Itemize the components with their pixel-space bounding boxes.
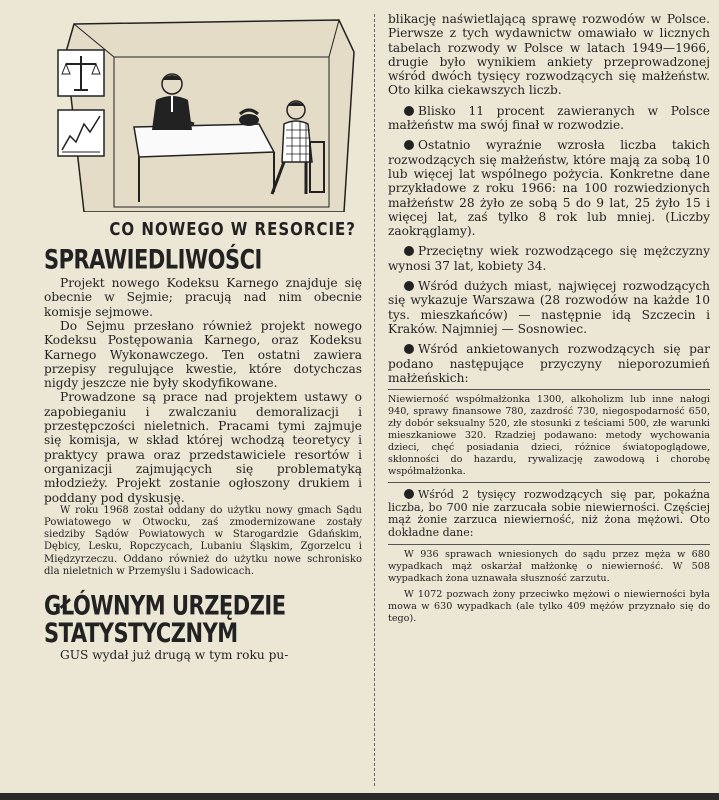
chart-icon [58, 110, 104, 156]
left-column [44, 12, 362, 662]
right-column [388, 12, 710, 625]
illustration-caption: CO NOWEGO W RESORCIE? [109, 218, 356, 240]
paragraph-penal-code: Projekt nowego Kodeksu Karnego znajduje się obecnie w Sejmie; pracują nad nim obecnie komisje sejmowe. [44, 276, 362, 319]
paragraph-juvenile-law: Prowadzone są prace nad projektem ustawy o zapobieganiu i zwalczaniu demoralizacji i przestępczości nieletnich. Pracami tymi zajmuje się komisja, w skład której wchodzą teoretycy i praktycy prawa oraz przedstawiciele resortów i organizacji zajmujących się problematyką młodzieży. Projekt zostanie ogłoszony drukiem i poddany pod dyskusję. [44, 390, 362, 505]
bottom-rule [0, 793, 719, 800]
thin-rule [388, 482, 710, 483]
bullet-dot-icon [404, 106, 414, 116]
paragraph-gus-start: GUS wydał już drugą w tym roku pu- [60, 648, 289, 663]
bullet-average-age: Przeciętny wiek rozwodzącego się mężczyzny wynosi 37 lat, kobiety 34. [388, 244, 710, 273]
bullet-cities: Wśród dużych miast, najwięcej rozwodzących się wykazuje Warszawa (28 rozwodów na każde 10 tys. mieszkańców) — następnie idą Szczecin i Kraków. Najmniej — Sosnowiec. [388, 279, 710, 336]
bullet-dot-icon [404, 344, 414, 354]
thin-rule [388, 389, 710, 390]
bullet-dot-icon [404, 281, 414, 291]
bullet-dot-icon [404, 246, 414, 256]
section-title-gus-line1: GŁÓWNYM URZĘDZIE [44, 590, 286, 621]
bullet-infidelity: Wśród 2 tysięcy rozwodzących się par, pokaźna liczba, bo 700 nie zarzucała sobie niewierności. Częściej mąż żonie zarzuca niewierność, niż żona mężowi. Oto dokładne dane: [388, 488, 710, 539]
section-title-gus [44, 592, 362, 647]
paragraph-new-codes: Do Sejmu przesłano również projekt nowego Kodeksu Postępowania Karnego, oraz Kodeksu Karnego Wykonawczego. Ten ostatni zawiera przepisy regulujące kwestie, które dotychczas nigdy jeszcze nie były skodyfikowane. [44, 318, 362, 391]
column-divider [374, 14, 375, 786]
bullet-dot-icon [404, 140, 414, 150]
wife-claims: W 1072 pozwach żony przeciwko mężowi o niewierności była mowa w 630 wypadkach (ale tylko 409 mężów przyznało się do tego). [388, 588, 710, 624]
section-title-justice: SPRAWIEDLIWOŚCI [44, 244, 262, 275]
scales-icon [58, 50, 104, 96]
paragraph-courts-buildings: W roku 1968 został oddany do użytku nowy gmach Sądu Powiatowego w Otwocku, zaś zmodernizowane zostały siedziby Sądów Powiatowych w Starogardzie Gdańskim, Dębicy, Lesku, Ropczycach, Lubaniu Śląskim, Zgorzelcu i Międzyrzeczu. Oddano również do użytku nowe schronisko dla nieletnich w Przemyślu i Sadowicach. [44, 504, 362, 577]
bullet-marriage-duration: Ostatnio wyraźnie wzrosła liczba takich rozwodzących się małżeństw, które mają za sobą 10 lub więcej lat wspólnego pożycia. Konkretne dane przykładowe z roku 1966: na 100 rozwiedzionych małżeństw 28 żyło ze sobą 5 do 9 lat, 25 żyło 15 i więcej lat, zaś tylko 8 rok lub mniej. (Liczby zaokrąglamy). [388, 138, 710, 239]
illustration-office-scene [44, 12, 362, 212]
bullet-divorce-rate: Blisko 11 procent zawieranych w Polsce małżeństw ma swój finał w rozwodzie. [388, 103, 710, 133]
husband-claims: W 936 sprawach wniesionych do sądu przez męża w 680 wypadkach mąż oskarżał małżonkę o niewierność. W 508 wypadkach żona uznawała słuszność zarzutu. [388, 548, 710, 584]
section-title-gus-line2: STATYSTYCZNYM [44, 618, 238, 649]
bullet-dot-icon [404, 489, 414, 499]
bullet-causes: Wśród ankietowanych rozwodzących się par podano następujące przyczyny nieporozumień małżeńskich: [388, 342, 710, 385]
paragraph-gus-continued: blikację naświetlającą sprawę rozwodów w Polsce. Pierwsze z tych wydawnictw omawiało w licznych tabelach rozwody w Polsce w latach 1949—1966, drugie było wynikiem ankiety przeprowadzonej wśród dwóch tysięcy rozwodzących się małżeństw. Oto kilka ciekawszych liczb. [388, 12, 710, 98]
causes-details: Niewierność współmałżonka 1300, alkoholizm lub inne nałogi 940, sprawy finansowe 780, zazdrość 730, niegospodarność 650, zły dobór seksualny 520, złe stosunki z teściami 500, złe warunki mieszkaniowe 320. Rzadziej podawano: metody wychowania dzieci, chęć posiadania dzieci, różnice światopoglądowe, skłonności do hazardu, rywalizację zawodową i chorobę współmałżonka. [388, 394, 710, 478]
thin-rule [388, 544, 710, 545]
